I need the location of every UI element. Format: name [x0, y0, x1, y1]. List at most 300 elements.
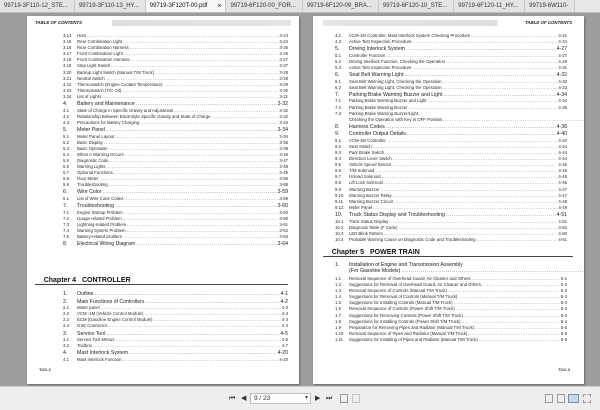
section-number: 3.14 — [63, 33, 72, 38]
section-title: Neutral Switch — [77, 75, 105, 81]
section-title-continued: (For Gasoline Models) — [349, 268, 401, 274]
tab-label: 99719-6W110- — [529, 3, 569, 9]
tab-7[interactable] — [525, 0, 575, 13]
toc-entry[interactable] — [63, 202, 288, 210]
dot-leader — [479, 337, 560, 343]
section-number: 9.3 — [335, 150, 341, 155]
section-number: 4.2 — [63, 113, 69, 119]
dot-leader — [103, 188, 277, 196]
page-ref: 3-46 — [279, 151, 288, 157]
section-number: 9.11 — [335, 198, 344, 204]
page-ref: 3-32 — [277, 101, 288, 108]
page-ref: 4-21 — [558, 33, 567, 38]
page-ref: 3-60 — [279, 215, 288, 221]
page-ref: 3-60 — [279, 209, 288, 215]
section-title: Toolbox — [77, 343, 92, 349]
section-title: Outline — [77, 291, 94, 297]
section-title: Precautions for Battery Charging — [77, 119, 140, 125]
dot-leader — [404, 71, 555, 79]
section-number: 3.19 — [63, 63, 72, 69]
section-title: Troubleshooting — [77, 182, 108, 188]
section-title: Removal Sequence of Overhead Guard, Air Cleaner and Others — [349, 276, 471, 281]
section-title: Seat Switch — [349, 143, 372, 149]
page-ref: 3-25 — [279, 45, 288, 51]
page-ref: 3-58 — [279, 182, 288, 188]
section-title: Suggestions for Removal of Controls (Manual T/M Truck) — [349, 294, 458, 300]
section-number: 7.3 — [63, 221, 69, 227]
section-number: 9.4 — [335, 156, 341, 162]
section-number: 5.2 — [335, 58, 341, 64]
page-number-input[interactable] — [250, 393, 311, 404]
section-number: 5.5 — [63, 157, 69, 163]
tab-1[interactable] — [75, 0, 146, 13]
section-number: 5.2 — [63, 139, 69, 145]
dot-leader — [106, 330, 279, 338]
section-number: 3.20 — [63, 69, 72, 75]
page-header: TABLE OF CONTENTS — [323, 20, 572, 26]
tab-2[interactable] — [146, 0, 227, 13]
section-title: Seat Belt Warning Light — [349, 72, 404, 79]
section-number: 1.5 — [335, 300, 341, 306]
section-number: 9.2 — [335, 143, 341, 149]
tab-bar — [0, 0, 600, 13]
page-ref: 5-4 — [560, 306, 567, 312]
section-title: State of Charge in Specific Gravity and Adjustment — [77, 107, 174, 113]
section-number: 2. — [63, 298, 68, 305]
toc-entry[interactable] — [63, 100, 288, 108]
section-number: 9. — [335, 131, 340, 138]
tab-label: 99719-6F120-09_BRA... — [306, 3, 372, 9]
toc-entry[interactable] — [335, 237, 567, 243]
section-number: 3.1 — [63, 337, 69, 343]
pdf-page-left — [27, 16, 299, 384]
section-title: VCM -1M (Vehicle Control Module) — [77, 311, 144, 317]
chapter-title: CONTROLLER — [82, 277, 131, 284]
section-number: 7. — [335, 91, 340, 98]
section-title: Basic Operation — [77, 145, 108, 151]
section-title: Parking Brake Warning Buzzer/Light, — [349, 110, 420, 116]
section-title: Thermoswitch (T/C Oil) — [77, 87, 122, 93]
page-ref: 4-5 — [281, 337, 288, 343]
section-title: Park Brake Switch — [349, 150, 385, 155]
toc-entry[interactable] — [63, 349, 288, 357]
chapter-heading — [323, 247, 573, 257]
section-title: Truck Status Display — [349, 218, 389, 224]
section-number: 9.9 — [335, 186, 341, 192]
facing-pages-view-icon[interactable] — [568, 394, 579, 403]
toc-entry[interactable] — [335, 262, 567, 276]
section-number: 1.6 — [335, 306, 341, 312]
section-title: Rear Combination Light — [77, 39, 123, 45]
page-ref: 4-33 — [558, 84, 567, 90]
chevron-down-icon[interactable]: ▾ — [304, 395, 308, 401]
section-number: 5.1 — [63, 133, 69, 139]
page-ref: 5-5 — [560, 336, 567, 342]
section-title: Seat Belt Warning Light, Checking the Operation — [349, 84, 442, 90]
page-ref: 4-40 — [556, 131, 567, 138]
page-ref: 3-28 — [279, 69, 288, 75]
section-title: List of Lights — [77, 93, 102, 99]
section-title: VCM-1M Controller, Mast Interlock System Checking Procedure — [349, 33, 471, 38]
toc-entry[interactable] — [335, 337, 567, 343]
dot-leader — [386, 123, 556, 131]
section-number: 6. — [335, 72, 340, 79]
section-title: Probable Warning Cause on Diagnostic Code and Troubleshooting — [349, 236, 476, 242]
tab-label: 99719-6F120-10_STE... — [382, 3, 448, 9]
page-ref: 4-32 — [556, 72, 567, 79]
section-title: Parking Brake Warning Buzzer and Light — [349, 91, 443, 98]
copy-page-icon[interactable] — [340, 394, 348, 403]
chapter-title: POWER TRAIN — [370, 249, 420, 256]
section-title: Front Combination Light — [77, 51, 123, 57]
section-number: 5. — [63, 126, 68, 133]
page-ref: 3-34 — [277, 126, 288, 133]
page-ref: 5-2 — [560, 282, 567, 288]
section-title: Installation of Engine and Transmission Assembly — [349, 262, 463, 268]
section-title: Engine Startup Problem — [77, 209, 123, 215]
page-footer: TOC-2 — [39, 367, 51, 372]
section-number: 2.4 — [63, 323, 69, 329]
last-page-icon[interactable]: ⏭ — [326, 395, 333, 402]
dot-leader — [406, 45, 556, 53]
section-title: Electrical Wiring Diagram — [77, 241, 136, 248]
tab-label: 99719-6F120-00_FOR... — [230, 3, 296, 9]
toc-entry[interactable] — [335, 130, 567, 138]
section-number: 1. — [63, 291, 68, 297]
page-ref: 3-62 — [279, 227, 288, 233]
section-number: 6.2 — [335, 84, 341, 90]
section-title: Mast Interlock System — [77, 350, 129, 357]
section-title: Main Functions of Controllers — [77, 298, 145, 305]
page-footer: TOC-3 — [558, 367, 570, 372]
chapter-number: Chapter 4 — [43, 277, 76, 284]
toc-entry[interactable] — [335, 91, 567, 99]
page-ref: 3-59 — [277, 189, 288, 196]
section-number: 3.15 — [63, 39, 72, 45]
section-number: 3.18 — [63, 57, 72, 63]
toc-entry[interactable] — [335, 71, 567, 79]
toc-entry[interactable] — [63, 357, 288, 363]
toc-entry[interactable] — [63, 126, 288, 134]
page-ref: 4-45 — [558, 174, 567, 180]
page-ref: 3-32 — [279, 107, 288, 113]
section-number: 3. — [63, 330, 68, 337]
section-title: Harness Codes — [349, 123, 385, 130]
section-number: 4.3 — [335, 39, 341, 45]
section-number: 3.16 — [63, 45, 72, 51]
section-title: Hour Meter — [77, 176, 99, 182]
section-number: 1.3 — [335, 288, 341, 294]
page-ref: 5-4 — [560, 318, 567, 324]
dot-leader — [94, 290, 279, 298]
first-page-icon[interactable]: ⏮ — [229, 395, 236, 402]
section-title: Suggestions for Removal of Overhead Guard, Air Cleaner and Others — [349, 282, 482, 288]
section-title: LED Blink Pattern — [349, 230, 383, 236]
dot-leader — [444, 91, 556, 99]
page-ref: 3-28 — [279, 75, 288, 81]
continuous-view-icon[interactable] — [557, 394, 565, 403]
dot-leader — [122, 357, 278, 363]
page-ref: 4-1 — [280, 291, 288, 297]
section-title: When A Warning Occurs — [77, 151, 124, 157]
section-title: Removal Sequence of Controls (Manual T/M Truck) — [349, 288, 447, 294]
section-number: 5.7 — [63, 170, 69, 176]
dot-leader — [446, 211, 556, 219]
page-ref: 4-28 — [558, 58, 567, 64]
section-number: 1. — [335, 262, 340, 268]
section-title: Troubleshooting — [77, 203, 115, 210]
section-number: 6.1 — [63, 195, 69, 201]
section-number: 1.10 — [335, 330, 344, 336]
page-ref: 4-61 — [558, 236, 567, 242]
section-title: Removal Sequence of Controls (Power Shift T/M Truck) — [349, 306, 455, 312]
section-number: 7.2 — [63, 215, 69, 221]
section-title: Unload Solenoid — [349, 174, 381, 180]
section-number: 9.5 — [335, 162, 341, 168]
section-title: Horn — [77, 33, 87, 38]
document-viewer[interactable] — [0, 13, 600, 386]
page-ref: 4-3 — [281, 317, 288, 323]
section-number: 7.1 — [335, 98, 341, 104]
toc-entry[interactable] — [63, 240, 288, 248]
page-ref: 4-40 — [558, 137, 567, 143]
tab-5[interactable] — [379, 0, 454, 13]
section-title: Optional Functions — [77, 170, 113, 176]
page-ref: 3-31 — [279, 93, 288, 99]
section-number: 4.2 — [335, 33, 341, 38]
page-ref: 3-48 — [279, 163, 288, 169]
section-title: Thermoswitch (Engine Coolant Temperature) — [77, 81, 163, 87]
section-title: Truck Status Display and Troubleshooting — [349, 211, 445, 218]
page-ref: 3-39 — [279, 145, 288, 151]
section-title: Driving Interlock Function, Checking the Operation — [349, 58, 446, 64]
page-ref: 5-3 — [560, 294, 567, 300]
section-number: 10. — [335, 211, 343, 218]
page-ref: 3-30 — [279, 87, 288, 93]
page-ref: 3-34 — [279, 133, 288, 139]
page-ref: 4-44 — [558, 150, 567, 155]
continuous-facing-view-icon[interactable] — [583, 394, 591, 403]
section-title: GSE Connector — [77, 323, 108, 329]
page-ref: 4-44 — [558, 156, 567, 162]
section-number: 1.4 — [335, 294, 341, 300]
section-title: Driving Interlock System — [349, 46, 405, 53]
section-title: Suggestions for Removing Controls (Power Shift T/M Truck) — [349, 312, 463, 318]
section-number: 5.9 — [63, 182, 69, 188]
single-page-view-icon[interactable] — [545, 394, 553, 403]
section-number: 7.2 — [335, 104, 341, 110]
section-title: Controller Function — [349, 52, 386, 58]
section-number: 3.21 — [63, 75, 72, 81]
dot-leader — [136, 240, 276, 248]
paste-page-icon[interactable] — [352, 394, 360, 403]
section-number: 4.1 — [63, 356, 69, 362]
section-number: 5.3 — [63, 145, 69, 151]
section-title: Lightning-related Problem — [77, 221, 127, 227]
navigation-toolbar — [0, 386, 600, 410]
section-number: 4.3 — [63, 119, 69, 125]
section-title: T/M Solenoid — [349, 168, 375, 174]
page-ref: 5-1 — [560, 276, 567, 281]
page-ref: 4-47 — [558, 192, 567, 198]
page-ref: 4-20 — [277, 350, 288, 357]
tab-6[interactable] — [454, 0, 525, 13]
section-number: 3.22 — [63, 81, 72, 87]
page-ref: 4-34 — [556, 91, 567, 98]
page-ref: 3-24 — [279, 39, 288, 45]
page-ref: 5-4 — [560, 312, 567, 318]
toc-entry[interactable] — [63, 188, 288, 196]
page-ref: 5-5 — [560, 324, 567, 330]
section-number: 3.24 — [63, 93, 72, 99]
dot-leader — [129, 349, 277, 357]
section-title: Meter Panel — [349, 204, 373, 210]
section-title: Mast Interlock Function — [77, 356, 122, 362]
page-ref: 4-49 — [558, 204, 567, 210]
dot-leader — [115, 202, 277, 210]
page-ref: 5-3 — [560, 288, 567, 294]
section-number: 1.8 — [335, 318, 341, 324]
page-ref: 3-35 — [279, 139, 288, 145]
toc-entry[interactable] — [335, 45, 567, 53]
section-title: Meter panel — [77, 305, 100, 311]
toc-entry[interactable] — [63, 330, 288, 338]
section-number: 7.3 — [335, 110, 341, 116]
section-number: 10.3 — [335, 230, 344, 236]
page-ref: 3-60 — [277, 203, 288, 210]
section-title: Vehicle Speed Sensor — [349, 162, 392, 168]
page-ref: 5-4 — [560, 300, 567, 306]
section-number: 1.7 — [335, 312, 341, 318]
page-ref: 5-5 — [560, 330, 567, 336]
section-number: 10.2 — [335, 224, 344, 230]
close-tab-icon[interactable]: × — [217, 3, 222, 10]
section-number: 3.2 — [63, 343, 69, 349]
page-ref: 4-45 — [558, 168, 567, 174]
page-ref: 3-61 — [279, 221, 288, 227]
page-ref: 3-47 — [279, 157, 288, 163]
dot-leader — [106, 126, 277, 134]
toc-entries — [63, 33, 288, 248]
toc-entries — [335, 33, 567, 243]
page-ref: 3-26 — [279, 51, 288, 57]
tab-3[interactable] — [226, 0, 302, 13]
page-ref: 4-7 — [281, 343, 288, 349]
section-title: Backup Light Switch (Manual T/M Truck) — [77, 69, 155, 75]
section-title: Active Test Inspection Procedure — [349, 64, 412, 70]
section-number: 1.1 — [335, 276, 341, 281]
section-title: Wire Color — [77, 189, 102, 196]
section-title: Seat Belt Warning Light, Checking the Operation — [349, 78, 442, 84]
section-number: 1.11 — [335, 336, 344, 342]
section-number: 5. — [335, 46, 340, 53]
section-title: Basic Display — [77, 139, 103, 145]
toc-entry[interactable] — [335, 123, 567, 131]
section-number: 9.12 — [335, 204, 344, 210]
section-number: 9.8 — [335, 180, 341, 186]
section-title: Service Tool Menus — [77, 337, 115, 343]
page-ref: 4-31 — [558, 64, 567, 70]
section-title: Front Combination Harness — [77, 57, 130, 63]
section-title: Diagnosis Table (F Code) — [349, 224, 398, 230]
dot-leader — [145, 298, 279, 306]
tab-label: 99719-3F110-12_STE... — [4, 3, 68, 9]
page-ref: 3-56 — [279, 176, 288, 182]
toc-entry[interactable] — [335, 111, 567, 123]
toc-entry[interactable] — [63, 290, 288, 298]
section-number: 1.9 — [335, 324, 341, 330]
section-number: 9.1 — [335, 137, 341, 143]
toc-entry[interactable] — [63, 298, 288, 306]
previous-page-icon[interactable]: ◀ — [241, 395, 247, 402]
section-title: Warning Buzzer Circuit — [349, 198, 393, 204]
section-number: 2.3 — [63, 317, 69, 323]
section-number: 5.4 — [63, 151, 69, 157]
section-number: 5.8 — [63, 176, 69, 182]
section-title: Meter Panel — [77, 126, 105, 133]
section-number: 10.4 — [335, 236, 344, 242]
section-title: Removal Sequence of Pipes and Radiator (Manual T/M Truck) — [349, 330, 468, 336]
toc-entries — [335, 262, 567, 343]
section-number: 5.3 — [335, 64, 341, 70]
page-ref: 3-27 — [279, 57, 288, 63]
tab-label: 99719-3F120T-00.pdf — [149, 3, 208, 9]
next-page-icon[interactable]: ▶ — [315, 395, 321, 402]
section-title: Battery and Maintenance — [77, 101, 135, 108]
dot-leader — [401, 268, 584, 275]
section-title: Preparation for Removing Pipes and Radiator (Manual T/M Truck) — [349, 324, 475, 330]
page-ref: 4-47 — [558, 186, 567, 192]
page-ref: 3-32 — [279, 113, 288, 119]
page-ref: 3-29 — [279, 81, 288, 87]
section-number: 4. — [63, 101, 68, 108]
section-title: VCM-1M Controller — [349, 137, 386, 143]
section-title: Parking Brake Warning Buzzer — [349, 104, 408, 110]
section-number: 9.6 — [335, 168, 341, 174]
page-ref: 4-27 — [558, 52, 567, 58]
section-number: 9.7 — [335, 174, 341, 180]
page-ref: 4-60 — [558, 230, 567, 236]
section-title: Rear Combination Harness — [77, 45, 129, 51]
section-number: 3.17 — [63, 51, 72, 57]
section-title: Suggestions for Installing Controls (Manual T/M Truck) — [349, 300, 453, 306]
page-ref: 4-3 — [281, 311, 288, 317]
section-number: 9.10 — [335, 192, 344, 198]
page-ref: 4-46 — [558, 180, 567, 186]
page-ref: 4-34 — [558, 98, 567, 104]
page-ref: 4-38 — [556, 123, 567, 130]
page-ref: 4-35 — [558, 104, 567, 110]
page-ref: 4-51 — [558, 218, 567, 224]
section-title: Stop Light Switch — [77, 63, 111, 69]
page-ref: 3-33 — [279, 119, 288, 125]
page-ref: 4-52 — [558, 224, 567, 230]
toc-entry[interactable] — [335, 211, 567, 219]
section-number: 8. — [63, 241, 68, 248]
tab-0[interactable] — [0, 0, 75, 13]
page-header: TABLE OF CONTENTS — [35, 20, 291, 26]
section-title: Direction Lever Switch — [349, 156, 392, 162]
section-title: Warning System Problem — [77, 227, 126, 233]
tab-label: 99719-3F110-13_HY... — [78, 3, 139, 9]
page-ref: 4-5 — [280, 330, 288, 337]
section-number: 8. — [335, 123, 340, 130]
section-number: 6. — [63, 189, 68, 196]
section-title: Lift Lock Solenoid — [349, 180, 383, 186]
section-number: 2.1 — [63, 305, 69, 311]
page-ref: 3-27 — [279, 63, 288, 69]
tab-4[interactable] — [303, 0, 379, 13]
